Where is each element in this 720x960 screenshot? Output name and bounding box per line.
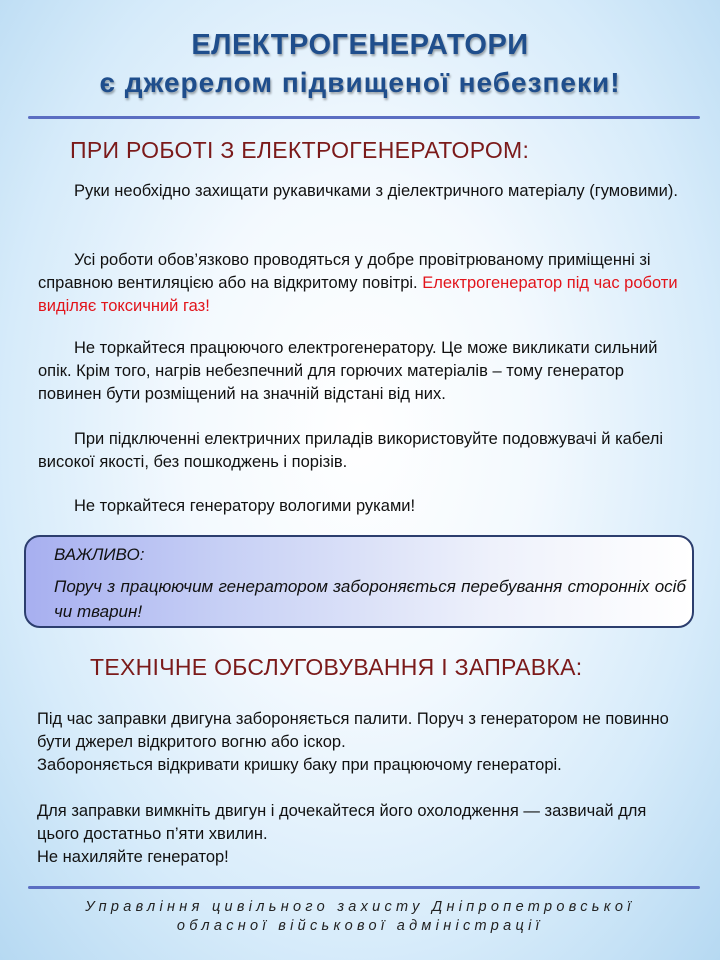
section-2-paragraph-4 — [37, 846, 687, 869]
footer-line-1: Управління цивільного захисту Дніпропетровської — [85, 899, 635, 915]
bottom-divider — [28, 886, 700, 889]
footer — [0, 898, 720, 936]
page-title — [0, 26, 720, 102]
paragraph-text: Не торкайтеся генератору вологими руками! — [74, 497, 416, 515]
section-1-paragraph-4 — [38, 428, 678, 474]
section-2-paragraph-2 — [37, 754, 687, 777]
top-divider — [28, 116, 700, 119]
section-2-heading: ТЕХНІЧНЕ ОБСЛУГОВУВАННЯ І ЗАПРАВКА: — [90, 654, 583, 680]
section-2-paragraph-1 — [37, 708, 687, 754]
important-label: ВАЖЛИВО: — [54, 545, 145, 564]
paragraph-text: Забороняється відкривати кришку баку при працюючому генераторі. — [37, 756, 562, 774]
section-1-paragraph-3 — [38, 337, 678, 406]
section-1-paragraph-2 — [38, 249, 678, 318]
paragraph-text: Усі роботи обов’язково проводяться у добре провітрюваному приміщенні зі справною вентиляцією або на відкритому повітрі. — [38, 251, 651, 292]
paragraph-text: Не нахиляйте генератор! — [37, 848, 229, 866]
toxic-gas-warning: Електрогенератор під час роботи виділяє токсичний газ! — [38, 274, 678, 315]
paragraph-text: Не торкайтеся працюючого електрогенератору. Це може викликати сильний опік. Крім того, нагрів небезпечний для горючих матеріалів – тому генератор повинен бути розміщений на значній відстані від них. — [38, 339, 658, 403]
section-2-paragraph-3 — [37, 800, 687, 846]
section-1-heading: ПРИ РОБОТІ З ЕЛЕКТРОГЕНЕРАТОРОМ: — [70, 137, 530, 163]
title-line-2: є джерелом підвищеної небезпеки! — [99, 67, 621, 98]
title-line-1: ЕЛЕКТРОГЕНЕРАТОРИ — [191, 29, 529, 61]
paragraph-text: Руки необхідно захищати рукавичками з діелектричного матеріалу (гумовими). — [74, 182, 678, 200]
paragraph-text: Під час заправки двигуна забороняється палити. Поруч з генератором не повинно бути джерел відкритого вогню або іскор. — [37, 710, 669, 751]
important-text: Поруч з працюючим генератором забороняється перебування сторонніх осіб чи тварин! — [54, 577, 686, 621]
important-notice-box — [24, 535, 694, 628]
paragraph-text: При підключенні електричних приладів використовуйте подовжувачі й кабелі високої якості, без пошкоджень і порізів. — [38, 430, 664, 471]
footer-line-2: обласної військової адміністрації — [176, 918, 544, 934]
section-1-paragraph-5 — [38, 495, 678, 518]
section-1-paragraph-1 — [38, 180, 678, 203]
paragraph-text: Для заправки вимкніть двигун і дочекайтеся його охолодження — зазвичай для цього достатньо п’яти хвилин. — [37, 802, 647, 843]
